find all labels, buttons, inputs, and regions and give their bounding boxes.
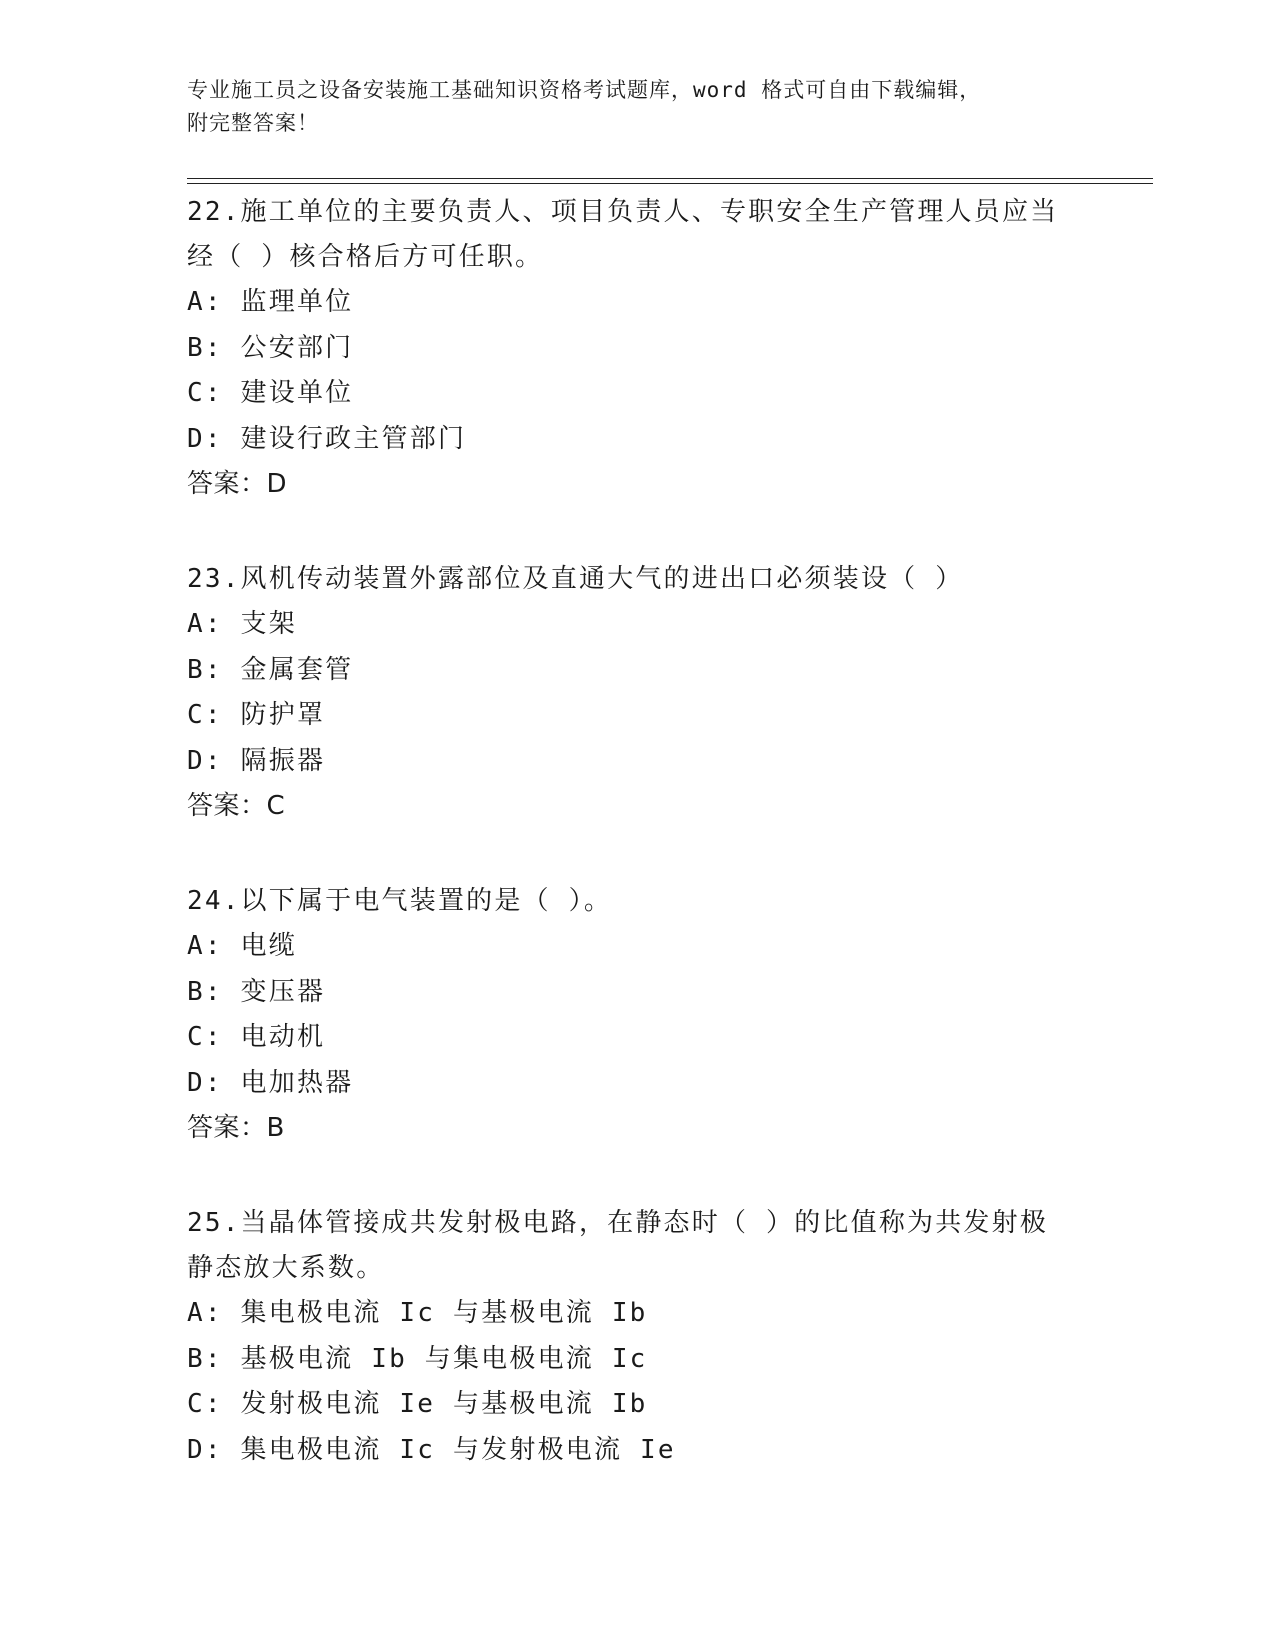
option-a: A: 支架 — [187, 609, 297, 639]
option-b: B: 变压器 — [187, 976, 326, 1007]
option-a: A: 集电极电流 Ic 与基极电流 Ib — [187, 1298, 648, 1328]
option-a: A: 监理单位 — [187, 287, 354, 317]
option-b: B: 公安部门 — [187, 332, 354, 363]
question-list — [187, 190, 1117, 1523]
option-d: D: 电加热器 — [187, 1067, 354, 1098]
option-d: D: 隔振器 — [187, 745, 326, 776]
option-b: B: 基极电流 Ib 与集电极电流 Ic — [187, 1343, 648, 1374]
question-23 — [187, 557, 1117, 829]
header-divider-top — [187, 178, 1153, 179]
question-22 — [187, 190, 1117, 507]
question-stem: 22.施工单位的主要负责人、项目负责人、专职安全生产管理人员应当 经（ ）核合格后方可任职。 — [187, 197, 1059, 272]
option-b: B: 金属套管 — [187, 654, 354, 685]
option-c: C: 建设单位 — [187, 378, 354, 408]
option-c: C: 电动机 — [187, 1022, 326, 1052]
question-stem: 23.风机传动装置外露部位及直通大气的进出口必须装设（ ） — [187, 564, 964, 594]
question-25 — [187, 1201, 1117, 1473]
header-note: 专业施工员之设备安装施工基础知识资格考试题库，word 格式可自由下载编辑， 附完整答案！ — [187, 78, 982, 135]
option-c: C: 发射极电流 Ie 与基极电流 Ib — [187, 1389, 648, 1419]
option-c: C: 防护罩 — [187, 700, 326, 730]
question-stem: 25.当晶体管接成共发射极电路，在静态时（ ）的比值称为共发射极 静态放大系数。 — [187, 1208, 1049, 1283]
answer-line: 答案：B — [187, 1113, 285, 1143]
option-d: D: 集电极电流 Ic 与发射极电流 Ie — [187, 1434, 676, 1465]
answer-line: 答案：D — [187, 469, 288, 499]
question-stem: 24.以下属于电气装置的是（ ）。 — [187, 886, 613, 916]
option-d: D: 建设行政主管部门 — [187, 423, 467, 454]
header-divider-bottom — [187, 183, 1153, 184]
option-a: A: 电缆 — [187, 931, 297, 961]
answer-line: 答案：C — [187, 791, 286, 821]
question-24 — [187, 879, 1117, 1151]
